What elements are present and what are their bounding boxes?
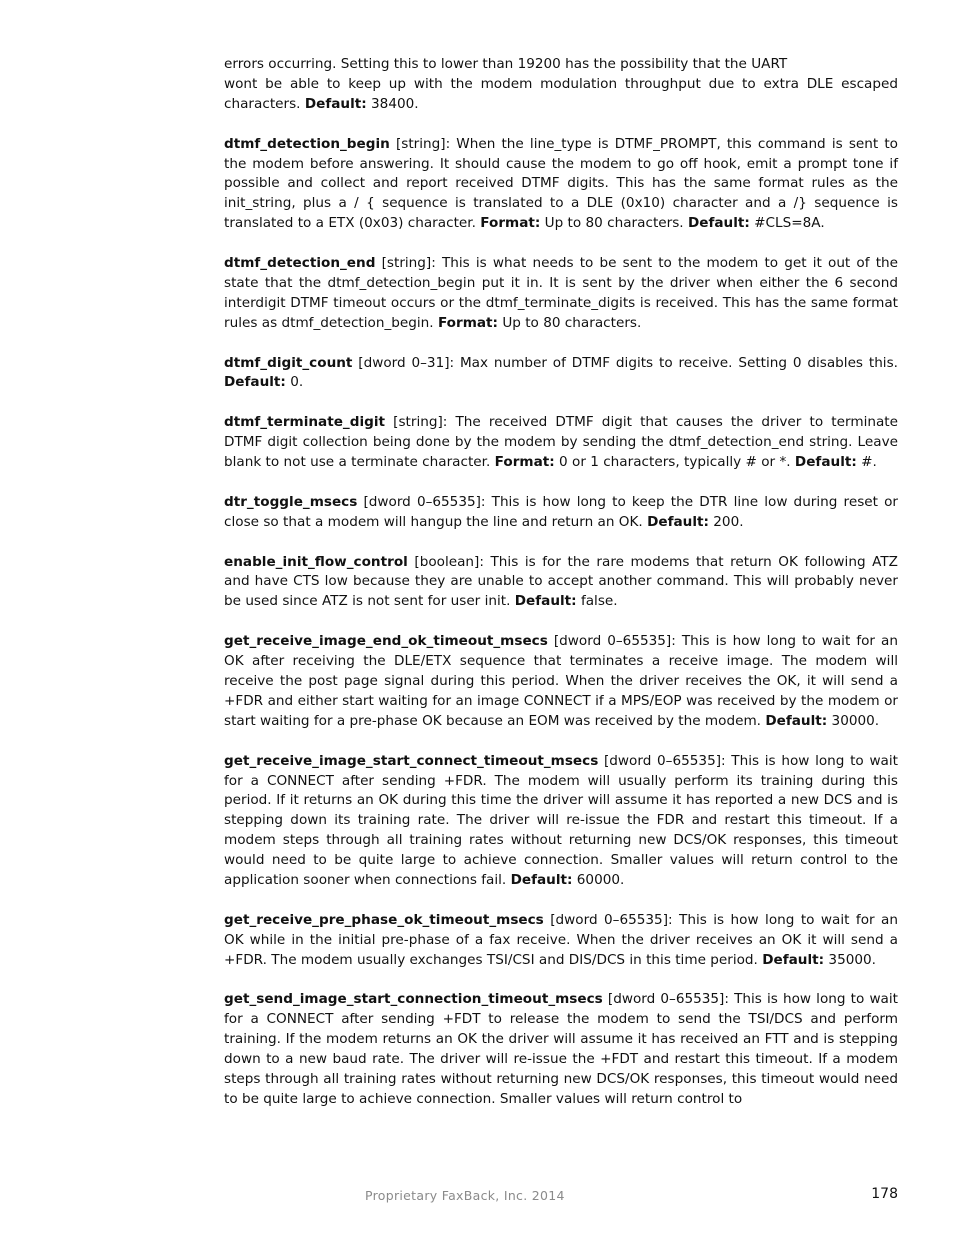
entry-term: dtmf_detection_begin [224, 135, 390, 152]
default-label: Default: [514, 593, 577, 610]
entry-text: [dword 0–65535]: This is how long to wait for a CONNECT after sending +FDT to release the modem to send the TSI/DCS and perform training. If the modem returns an OK the driver will assume it has received an FTT and is stepping down to a new baud rate. The driver will re-issue the +FDT and restart this timeout. If a modem steps through all training rates without returning new DCS/OK responses, this timeout would need to be quite large to achieve connection. Smaller values will return control to [224, 991, 898, 1107]
default-value: #CLS=8A. [749, 215, 825, 232]
entry-dtmf-detection-begin [224, 135, 898, 235]
default-value: 35000. [824, 951, 876, 968]
format-label: Format: [437, 314, 498, 331]
entry-text: [dword 0–65535]: This is how long to wait for a CONNECT after sending +FDR. The modem will usually perform its training during this period. If it returns an OK during this time the driver will assume it has reported a new DCS and is stepping down its training rate. The driver will re-issue the FDR and restart this timeout. If a modem steps through all training rates without returning new DCS/OK responses, this timeout would need to be quite large to achieve connection. Smaller values will return control to the application sooner when connections fail. [224, 752, 898, 889]
default-value: false. [576, 593, 618, 610]
entry-text: [dword 0–31]: Max number of DTMF digits to receive. Setting 0 disables this. [352, 354, 898, 371]
entry-term: dtmf_digit_count [224, 354, 353, 371]
intro-line-1: errors occurring. Setting this to lower than 19200 has the possibility that the UART [224, 56, 788, 72]
entry-text: [dword 0–65535]: This is how long to keep the DTR line low during reset or close so that a modem will hangup the line and return an OK. [224, 493, 898, 530]
entry-get-receive-pre-phase-ok-timeout-msecs [224, 911, 898, 971]
format-value: Up to 80 characters. [540, 215, 684, 232]
default-value: 0. [285, 374, 304, 391]
format-label: Format: [480, 215, 541, 232]
entry-text: [string]: When the line_type is DTMF_PROMPT, this command is sent to the modem before answering. It should cause the modem to go off hook, emit a prompt tone if possible and collect and report received DTMF digits. This has the same format rules as the init_string, plus a / { sequence is translated to a DLE (0x10) character and a /} sequence is translated to a ETX (0x03) character. [224, 135, 898, 232]
entry-term: get_send_image_start_connection_timeout_msecs [224, 991, 603, 1008]
entry-term: get_receive_image_end_ok_timeout_msecs [224, 633, 548, 650]
default-label: Default: [304, 95, 367, 112]
default-label: Default: [762, 951, 825, 968]
format-value: Up to 80 characters. [498, 314, 642, 331]
intro-paragraph [224, 55, 898, 115]
entry-enable-init-flow-control [224, 553, 898, 613]
entry-dtmf-digit-count [224, 354, 898, 394]
default-value: 38400. [366, 95, 419, 112]
entry-dtr-toggle-msecs [224, 493, 898, 533]
entry-term: dtmf_detection_end [224, 255, 376, 272]
entry-term: get_receive_image_start_connect_timeout_msecs [224, 752, 599, 769]
entry-term: get_receive_pre_phase_ok_timeout_msecs [224, 911, 544, 928]
default-label: Default: [687, 215, 750, 232]
page-footer [224, 1186, 898, 1208]
entry-dtmf-detection-end [224, 254, 898, 334]
format-label: Format: [494, 454, 555, 471]
default-value: #. [856, 454, 877, 471]
format-value: 0 or 1 characters, typically # or *. [554, 454, 791, 471]
default-value: 60000. [572, 872, 625, 889]
entry-term: dtr_toggle_msecs [224, 493, 358, 510]
intro-line-2: wont be able to keep up with the modem modulation throughput due to extra DLE escaped characters. [224, 75, 898, 112]
entry-get-receive-image-start-connect-timeout-msecs [224, 752, 898, 891]
entry-text: [string]: This is what needs to be sent to the modem to get it out of the state that the dtmf_detection_begin put it in. It is sent by the driver when either the 6 second interdigit DTMF timeout occurs or the dtmf_terminate_digits is received. This has the same format rules as dtmf_detection_begin. [224, 255, 898, 331]
default-value: 200. [708, 513, 744, 530]
default-label: Default: [510, 872, 573, 889]
default-label: Default: [794, 454, 857, 471]
page-number: 178 [871, 1186, 898, 1202]
default-label: Default: [224, 374, 286, 391]
entry-text: [dword 0–65535]: This is how long to wait for an OK after receiving the DLE/ETX sequence that terminates a receive image. The modem will receive the post page signal during this period. When the driver receives the OK, it will send a +FDR and either start waiting for an image CONNECT if a MPS/EOP was received by the modem or start waiting for a pre-phase OK because an EOM was received by the modem. [224, 633, 898, 729]
footer-copyright: Proprietary FaxBack, Inc. 2014 [365, 1188, 565, 1203]
entry-term: dtmf_terminate_digit [224, 414, 385, 431]
entry-dtmf-terminate-digit [224, 413, 898, 473]
entry-text: [string]: The received DTMF digit that causes the driver to terminate DTMF digit collection being done by the modem by sending the dtmf_detection_end string. Leave blank to not use a terminate character. [224, 414, 898, 471]
entry-text: [boolean]: This is for the rare modems that return OK following ATZ and have CTS low because they are unable to accept another command. This will probably never be used since ATZ is not sent for user init. [224, 553, 898, 610]
default-label: Default: [765, 712, 828, 729]
entry-text: [dword 0–65535]: This is how long to wait for an OK while in the initial pre-phase of a fax receive. When the driver receives an OK it will send a +FDR. The modem usually exchanges TSI/CSI and DIS/DCS in this time period. [224, 911, 898, 968]
entry-term: enable_init_flow_control [224, 553, 408, 570]
entry-get-send-image-start-connection-timeout-msecs [224, 990, 898, 1109]
default-label: Default: [647, 513, 709, 530]
default-value: 30000. [827, 712, 880, 729]
document-body [224, 55, 898, 1130]
entry-get-receive-image-end-ok-timeout-msecs [224, 632, 898, 732]
